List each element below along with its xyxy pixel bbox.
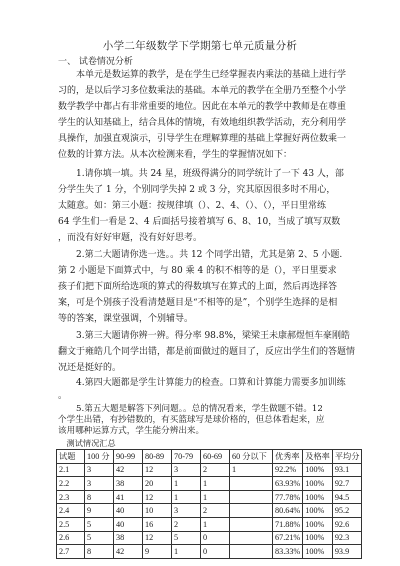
table-cell: 92.6 [332, 517, 362, 531]
table-cell: 1 [201, 477, 230, 491]
table-cell: 1 [172, 545, 201, 559]
paragraph-line: 学生的认知基础上，结合具体的情境，有效地组织教学活动，充分利用学 [58, 118, 347, 129]
table-header-cell: 平均分 [332, 450, 362, 464]
table-cell: 83.33% [273, 545, 303, 559]
table-cell: 100% [303, 490, 333, 504]
table-cell: 3 [172, 504, 201, 518]
paragraph-intro [58, 67, 348, 164]
table-cell: 2 [201, 504, 230, 518]
table-cell: 8 [85, 545, 114, 559]
table-row [57, 517, 362, 531]
paragraph-line: 翻文于雍皓几个同学出错，都是前面做过的题目了，反应出学生们的答题情 [58, 347, 356, 358]
table-cell: 38 [114, 531, 143, 545]
paragraph-line: 64 学生们一看是 2、4 后面括号接着填写 6、8、10，当成了填写双数 [58, 217, 341, 228]
table-cell: 2.5 [57, 517, 85, 531]
paragraph-line: 孩子们把下面所给选项的算式的得数填写在算式的上面，然后再选择答 [58, 282, 338, 293]
table-cell: 42 [114, 545, 143, 559]
paragraph-line: ，而没有好好审题，没有好好思考。 [58, 233, 203, 244]
paragraph-line: 4.第四大题都是学生计算能力的检查。口算和计算能力需要多加训练 [76, 378, 346, 388]
table-cell: 2.2 [57, 477, 85, 491]
section-heading: 一、 试卷情况分析 [58, 57, 133, 67]
table-cell: 100% [303, 517, 333, 531]
table-cell: 67.21% [273, 531, 303, 545]
table-cell: 1 [201, 490, 230, 504]
table-cell: 1 [172, 477, 201, 491]
table-cell: 38 [114, 477, 143, 491]
paragraph-line: 。 [58, 391, 68, 401]
table-cell: 92.2% [273, 463, 303, 477]
paragraph-line: 本单元是数运算的教学，是在学生已经掌握表内乘法的基础上进行学 [76, 70, 347, 80]
table-header-cell: 试题 [57, 450, 85, 464]
paragraph-item-3 [58, 328, 356, 376]
table-cell: 92.7 [332, 477, 362, 491]
table-cell: 1 [172, 490, 201, 504]
table-row [57, 545, 362, 559]
table-cell: 40 [114, 517, 143, 531]
table-row [57, 504, 362, 518]
paragraph-line: 1.请你填一填。共 24 星，班级得满分的同学统计了一下 43 人，部 [76, 169, 344, 179]
table-header-cell: 及格率 [303, 450, 333, 464]
page-title: 小学二年级数学下学期第七单元质量分析 [102, 40, 298, 52]
paragraph-line: 个学生出错，有抄错数的，有买篮球写是球价格的，但总体看起来，应 [58, 415, 325, 425]
paragraph-line: 等的答案，课堂强调，个别辅导。 [58, 314, 194, 325]
table-cell: 100% [303, 545, 333, 559]
table-cell: 80.64% [273, 504, 303, 518]
table-header-cell: 100 分 [85, 450, 114, 464]
paragraph-line: 习的，是以后学习多位数乘法的基础。本单元的教学在全册乃至整个小学 [58, 86, 347, 97]
table-cell [230, 545, 273, 559]
table-row [57, 477, 362, 491]
table-row [57, 463, 362, 477]
table-cell: 71.88% [273, 517, 303, 531]
table-header-cell: 80-89 [143, 450, 172, 464]
table-cell: 63.93% [273, 477, 303, 491]
table-cell: 1 [230, 463, 273, 477]
table-row [57, 531, 362, 545]
table-cell: 2 [172, 517, 201, 531]
table-cell: 2 [201, 463, 230, 477]
table-cell: 12 [143, 531, 172, 545]
paragraph-line: 案，可是个别孩子没看清楚题目是“不相等的是”，个别学生选择的是相 [58, 298, 338, 309]
table-cell: 93.9 [332, 545, 362, 559]
results-summary-table [56, 437, 362, 559]
table-cell [230, 517, 273, 531]
table-cell: 2.3 [57, 490, 85, 504]
table-cell: 3 [172, 463, 201, 477]
paragraph-line: 2.第二大题请你选一选。。共 12 个同学出错，尤其是第 2、5 小题. [76, 250, 343, 260]
paragraph-line: 第 2 小题是下面算式中，与 80 乘 4 的积不相等的是（），平日里要求 [58, 266, 337, 277]
table-cell: 8 [85, 490, 114, 504]
table-cell: 93.1 [332, 463, 362, 477]
table-cell [230, 531, 273, 545]
table-cell [230, 490, 273, 504]
paragraph-line: 位数的计算方法。从本次检测来看，学生的掌握情况如下： [58, 150, 293, 161]
table-cell: 100% [303, 531, 333, 545]
table-cell: 16 [143, 517, 172, 531]
table-cell: 92.3 [332, 531, 362, 545]
table-cell: 41 [114, 490, 143, 504]
table-cell: 2.7 [57, 545, 85, 559]
table-row [57, 490, 362, 504]
paragraph-line: 3.第三大题请你辨一辨。得分率 98.8%，梁梁王未康郝煜恒车豪刚皓 [76, 331, 351, 341]
table-cell: 40 [114, 504, 143, 518]
table-cell: 42 [114, 463, 143, 477]
table-cell: 9 [143, 545, 172, 559]
table-caption: 测试情况汇总 [66, 438, 116, 448]
table-cell: 100% [303, 463, 333, 477]
table-cell: 5 [85, 531, 114, 545]
paragraph-item-2 [58, 247, 348, 327]
table-cell: 5 [85, 517, 114, 531]
table-header-row [57, 450, 362, 464]
table-cell [230, 504, 273, 518]
table-cell: 0 [201, 531, 230, 545]
table-cell: 3 [85, 477, 114, 491]
table-header-cell: 90-99 [114, 450, 143, 464]
table-header-cell: 优秀率 [273, 450, 303, 464]
table-cell: 2.6 [57, 531, 85, 545]
table-cell: 2.4 [57, 504, 85, 518]
paragraph-item-4 [58, 377, 348, 403]
table-cell: 12 [143, 463, 172, 477]
table-cell: 100% [303, 477, 333, 491]
table-cell: 77.78% [273, 490, 303, 504]
table-cell [230, 477, 273, 491]
paragraph-line: 具操作，加强直观演示，引导学生在理解算理的基础上掌握好两位数乘一 [58, 134, 347, 145]
table-cell: 5 [172, 531, 201, 545]
table-cell: 2.1 [57, 463, 85, 477]
paragraph-item-1 [58, 166, 348, 246]
paragraph-line: 况还是挺好的。 [58, 363, 122, 374]
paragraph-item-5 [58, 404, 348, 437]
table-cell: 1 [201, 517, 230, 531]
table-header-cell: 70-79 [172, 450, 201, 464]
table-header-cell: 60-69 [201, 450, 230, 464]
paragraph-line: 该用哪种运算方式，学生能分辨出来。 [58, 426, 205, 436]
table-cell: 100% [303, 504, 333, 518]
table-cell: 12 [143, 490, 172, 504]
table-cell: 20 [143, 477, 172, 491]
table-cell: 0 [201, 545, 230, 559]
table-cell: 10 [143, 504, 172, 518]
paragraph-line: 5.第五大题是解答下列问题。。总的情况看来，学生做题不错。12 [76, 404, 323, 414]
table-cell: 95.2 [332, 504, 362, 518]
table-cell: 94.5 [332, 490, 362, 504]
table-header-cell: 60 分以下 [230, 450, 273, 464]
paragraph-line: 分学生失了 1 分，个别同学失掉 2 或 3 分，究其原因很多时不用心， [58, 185, 336, 196]
paragraph-line: 太随意。如：第三小题：按规律填（）、2、4、（）、（），平日里常练 [58, 201, 326, 212]
table-cell: 3 [85, 463, 114, 477]
table-cell: 9 [85, 504, 114, 518]
paragraph-line: 数学教学中都占有非常重要的地位。因此在本单元的教学中教师是在尊重 [58, 102, 347, 113]
